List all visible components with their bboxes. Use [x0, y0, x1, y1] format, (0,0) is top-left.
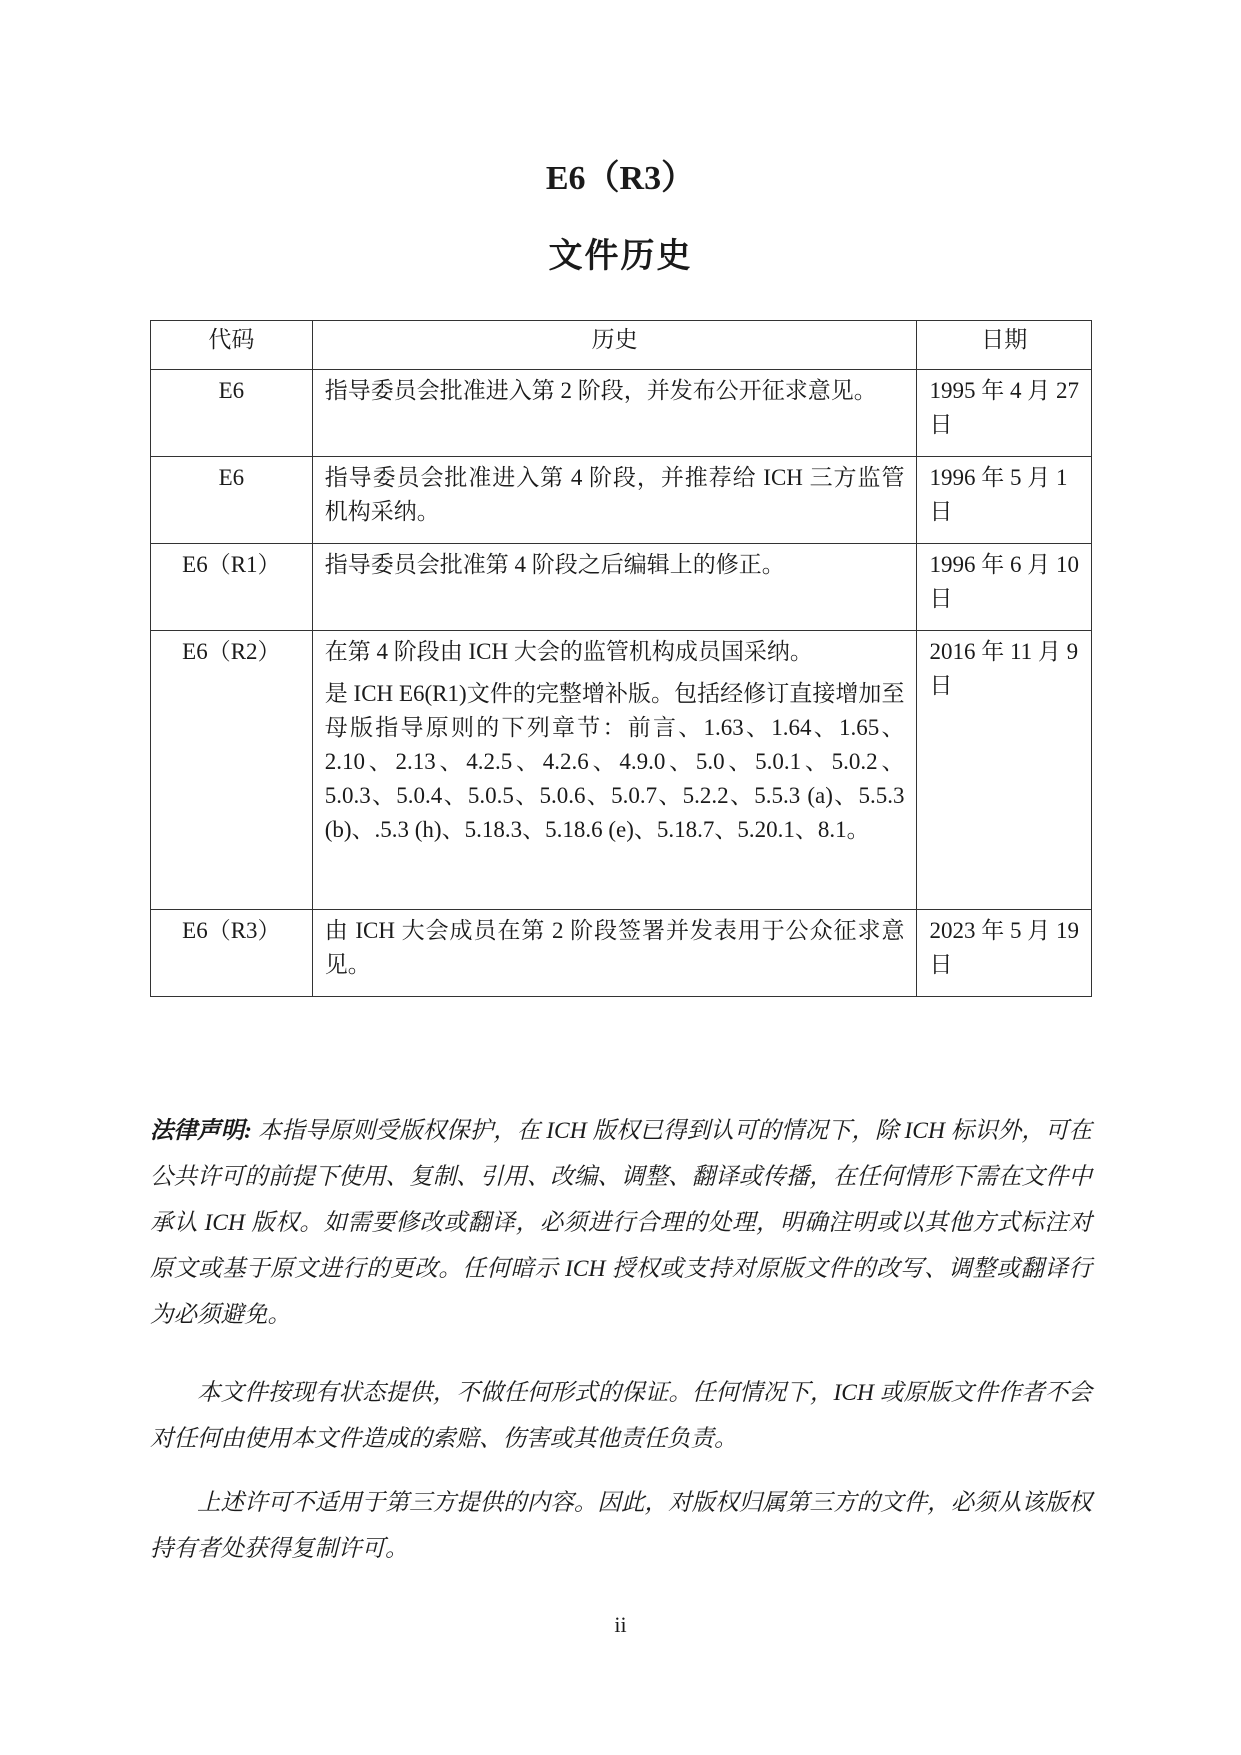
document-code-title: E6（R3）: [545, 160, 696, 197]
legal-notice-label: 法律声明:: [150, 1118, 252, 1144]
column-header-date: 日期: [917, 321, 1092, 370]
cell-code: E6: [151, 370, 313, 457]
document-history-heading: 文件历史: [548, 238, 693, 275]
cell-code: E6: [151, 457, 313, 544]
table-row: [151, 910, 1092, 997]
cell-date: 1996 年 5 月 1 日: [917, 457, 1092, 544]
cell-date: 1995 年 4 月 27 日: [917, 370, 1092, 457]
cell-history: 指导委员会批准进入第 4 阶段，并推荐给 ICH 三方监管机构采纳。: [312, 457, 917, 544]
cell-date: 2016 年 11 月 9 日: [917, 631, 1092, 910]
cell-code: E6（R2）: [151, 631, 313, 910]
cell-history-line: 在第 4 阶段由 ICH 大会的监管机构成员国采纳。: [324, 639, 813, 664]
cell-history: 由 ICH 大会成员在第 2 阶段签署并发表用于公众征求意见。: [312, 910, 917, 997]
column-header-code: 代码: [151, 321, 313, 370]
cell-code: E6（R1）: [151, 544, 313, 631]
column-header-history: 历史: [312, 321, 917, 370]
legal-notice-paragraph: [150, 1108, 1092, 1338]
table-row: [151, 631, 1092, 910]
page-number: ii: [614, 1612, 627, 1637]
cell-date: 1996 年 6 月 10 日: [917, 544, 1092, 631]
document-history-table: [150, 320, 1092, 997]
cell-history: 指导委员会批准进入第 2 阶段，并发布公开征求意见。: [312, 370, 917, 457]
cell-history-supplement: 是 ICH E6(R1)文件的完整增补版。包括经修订直接增加至母版指导原则的下列章节：前言、1.63、1.64、1.65、2.10、2.13、4.2.5、4.2.6、4.9.0、5.0、5.0.1、5.0.2、5.0.3、5.0.4、5.0.5、5.0.6、5.0.7、5.2.2、5.5.3 (a)、5.5.3 (b)、.5.3 (h)、5.18.3、5.18.6 (e)、5.18.7、5.20.1、8.1。: [324, 681, 905, 842]
table-header-row: [151, 321, 1092, 370]
table-row: [151, 544, 1092, 631]
cell-history: [312, 631, 917, 910]
table-row: [151, 370, 1092, 457]
third-party-paragraph: 上述许可不适用于第三方提供的内容。因此，对版权归属第三方的文件，必须从该版权持有者处获得复制许可。: [150, 1490, 1092, 1562]
cell-code: E6（R3）: [151, 910, 313, 997]
table-row: [151, 457, 1092, 544]
cell-history: 指导委员会批准第 4 阶段之后编辑上的修正。: [312, 544, 917, 631]
legal-notice-text: 本指导原则受版权保护，在 ICH 版权已得到认可的情况下，除 ICH 标识外，可在公共许可的前提下使用、复制、引用、改编、调整、翻译或传播，在任何情形下需在文件中承认 ICH 版权。如需要修改或翻译，必须进行合理的处理，明确注明或以其他方式标注对原文或基于原文进行的更改。任何暗示 ICH 授权或支持对原版文件的改写、调整或翻译行为必须避免。: [150, 1118, 1092, 1328]
disclaimer-paragraph: 本文件按现有状态提供，不做任何形式的保证。任何情况下，ICH 或原版文件作者不会对任何由使用本文件造成的索赔、伤害或其他责任负责。: [150, 1380, 1092, 1452]
cell-date: 2023 年 5 月 19 日: [917, 910, 1092, 997]
